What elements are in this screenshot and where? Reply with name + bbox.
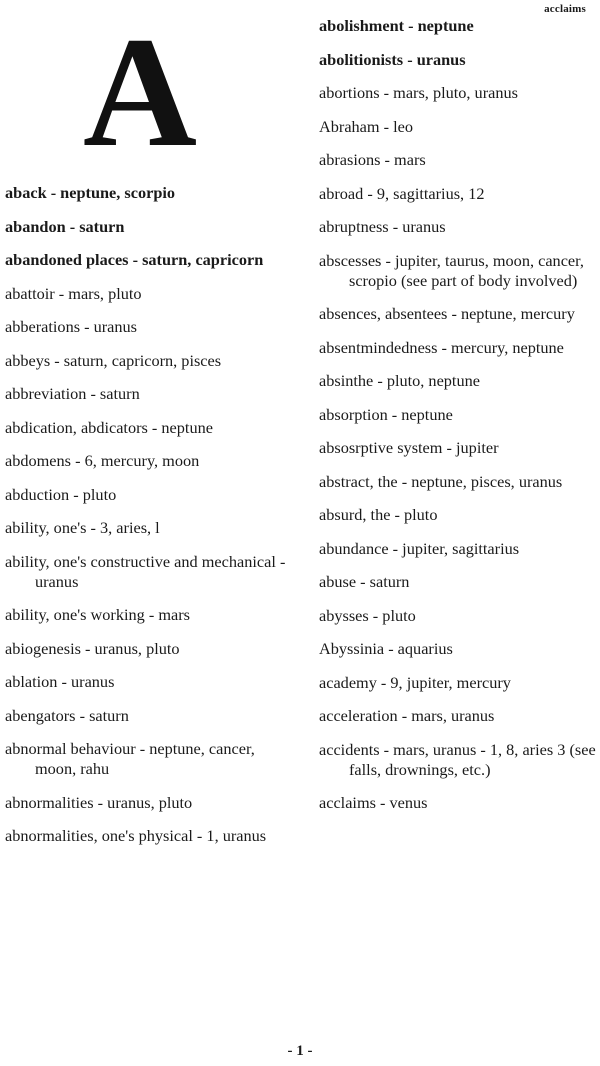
index-entry: abattoir - mars, pluto — [5, 283, 142, 303]
index-entry: abiogenesis - uranus, pluto — [5, 638, 180, 658]
left-column — [5, 183, 290, 860]
index-entry: absurd, the - pluto — [319, 505, 438, 524]
index-entry: Abyssinia - aquarius — [319, 639, 453, 658]
index-entry: ablation - uranus — [5, 672, 115, 691]
index-entry: ability, one's - 3, aries, l — [5, 518, 160, 537]
index-entry: abandon - saturn — [5, 216, 125, 236]
index-entry: aback - neptune, scorpio — [5, 183, 176, 202]
running-head: acclaims — [544, 3, 586, 15]
index-entry: absentmindedness - mercury, neptune — [319, 337, 564, 357]
index-entry: abolishment - neptune — [319, 16, 474, 35]
index-entry: Abraham - leo — [319, 116, 414, 136]
index-entry: absences, absentees - neptune, mercury — [319, 304, 575, 323]
index-entry: abnormalities - uranus, pluto — [5, 792, 193, 812]
index-entry: ability, one's constructive and mechanical - uranus — [5, 551, 286, 591]
index-entry: abuse - saturn — [319, 572, 410, 591]
index-entry: abscesses - jupiter, taurus, moon, cancer, scropio (see part of body involved) — [319, 250, 584, 290]
index-entry: ability, one's working - mars — [5, 605, 191, 624]
index-entry: abruptness - uranus — [319, 217, 446, 236]
right-column — [319, 16, 597, 827]
index-entry: abnormalities, one's physical - 1, uranus — [5, 826, 267, 845]
index-entry: acceleration - mars, uranus — [319, 706, 495, 725]
index-entry: academy - 9, jupiter, mercury — [319, 672, 511, 692]
section-letter: A — [82, 5, 198, 180]
index-entry: abberations - uranus — [5, 317, 138, 336]
index-entry: abrasions - mars — [319, 150, 426, 169]
index-entry: abandoned places - saturn, capricorn — [5, 250, 264, 269]
index-entry: abdomens - 6, mercury, moon — [5, 451, 200, 470]
index-entry: abundance - jupiter, sagittarius — [319, 538, 520, 558]
index-entry: absorption - neptune — [319, 404, 453, 424]
index-entry: absinthe - pluto, neptune — [319, 371, 480, 390]
index-entry: abroad - 9, sagittarius, 12 — [319, 183, 485, 203]
index-entry: abengators - saturn — [5, 705, 129, 725]
index-entry: abdication, abdicators - neptune — [5, 417, 213, 437]
index-entry: accidents - mars, uranus - 1, 8, aries 3 (see falls, drownings, etc.) — [319, 739, 596, 779]
index-entry: abstract, the - neptune, pisces, uranus — [319, 471, 563, 491]
index-entry: abbeys - saturn, capricorn, pisces — [5, 350, 222, 370]
index-entry: acclaims - venus — [319, 793, 428, 812]
index-entry: abnormal behaviour - neptune, cancer, moon, rahu — [5, 739, 255, 778]
index-entry: abortions - mars, pluto, uranus — [319, 83, 518, 102]
page-number: - 1 - — [287, 1043, 313, 1059]
index-entry: abysses - pluto — [319, 605, 416, 625]
index-entry: abolitionists - uranus — [319, 49, 466, 69]
index-entry: absosrptive system - jupiter — [319, 438, 499, 457]
index-entry: abduction - pluto — [5, 484, 117, 504]
index-entry: abbreviation - saturn — [5, 384, 140, 403]
